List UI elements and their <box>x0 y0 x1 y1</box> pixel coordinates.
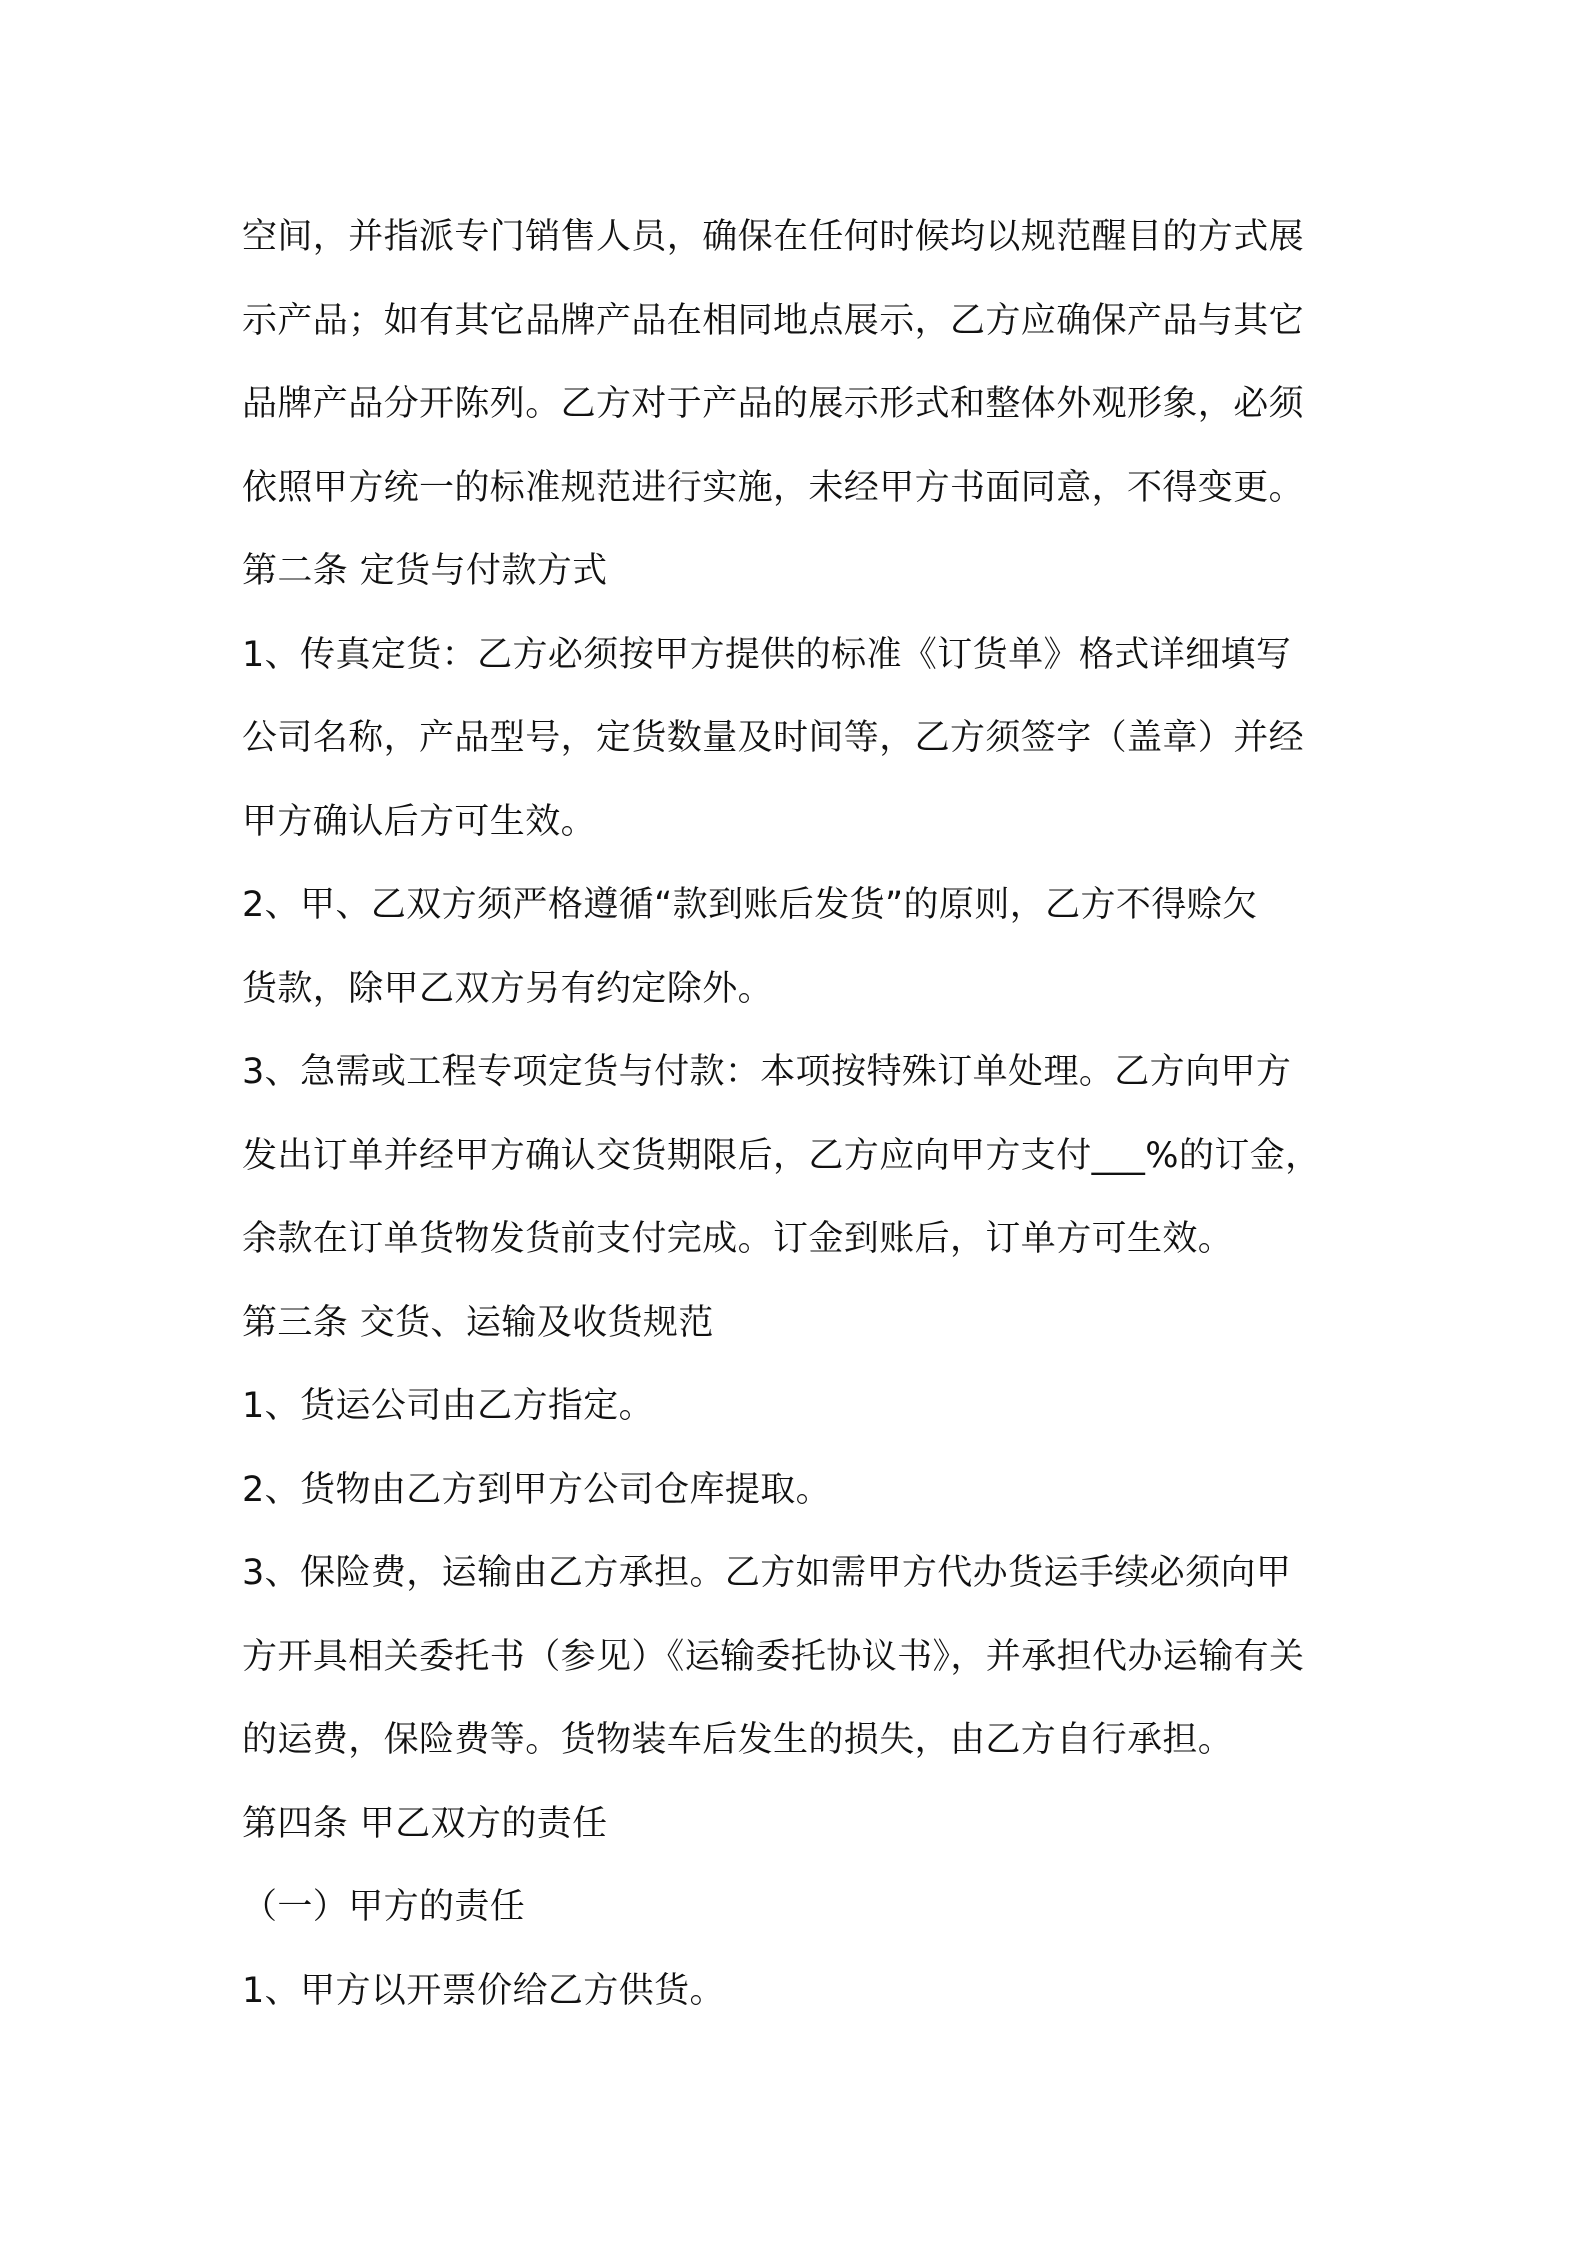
paragraph-line: 空间，并指派专门销售人员，确保在任何时候均以规范醒目的方式展 <box>242 217 1305 257</box>
clause-line: 1、传真定货：乙方必须按甲方提供的标准《订货单》格式详细填写 <box>242 634 1292 675</box>
section-heading-4: 第四条 甲乙双方的责任 <box>242 1803 608 1844</box>
clause-line: 方开具相关委托书（参见）《运输委托协议书》，并承担代办运输有关 <box>242 1636 1305 1677</box>
clause-line: 发出订单并经甲方确认交货期限后，乙方应向甲方支付___%的订金， <box>242 1135 1321 1176</box>
clause-line: 2、甲、乙双方须严格遵循“款到账后发货”的原则，乙方不得赊欠 <box>242 885 1258 925</box>
paragraph-line: 品牌产品分开陈列。乙方对于产品的展示形式和整体外观形象，必须 <box>242 384 1305 424</box>
clause-line: 3、保险费，运输由乙方承担。乙方如需甲方代办货运手续必须向甲 <box>242 1553 1292 1593</box>
clause-line: 余款在订单货物发货前支付完成。订金到账后，订单方可生效。 <box>242 1219 1234 1259</box>
clause-line: 公司名称，产品型号，定货数量及时间等，乙方须签字（盖章）并经 <box>242 718 1305 758</box>
clause-line: 3、急需或工程专项定货与付款：本项按特殊订单处理。乙方向甲方 <box>242 1052 1292 1092</box>
clause-line: 1、甲方以开票价给乙方供货。 <box>242 1970 725 2011</box>
clause-line: 2、货物由乙方到甲方公司仓库提取。 <box>242 1469 832 1510</box>
clause-line: 甲方确认后方可生效。 <box>242 801 597 842</box>
clause-line: 货款，除甲乙双方另有约定除外。 <box>242 968 774 1009</box>
paragraph-line: 依照甲方统一的标准规范进行实施，未经甲方书面同意，不得变更。 <box>242 467 1305 508</box>
paragraph-line: 示产品；如有其它品牌产品在相同地点展示，乙方应确保产品与其它 <box>242 300 1305 341</box>
document-body <box>242 196 1372 2033</box>
subsection-heading: （一）甲方的责任 <box>242 1887 526 1927</box>
clause-line: 1、货运公司由乙方指定。 <box>242 1386 655 1426</box>
section-heading-3: 第三条 交货、运输及收货规范 <box>242 1302 714 1343</box>
clause-line: 的运费，保险费等。货物装车后发生的损失，由乙方自行承担。 <box>242 1720 1234 1760</box>
section-heading-2: 第二条 定货与付款方式 <box>242 551 608 591</box>
